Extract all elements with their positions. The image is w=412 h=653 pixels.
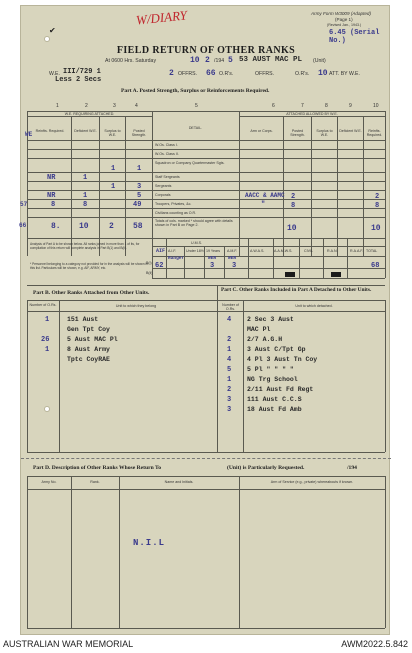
part-c-col-number: Number of O.Rs.	[222, 303, 239, 311]
part-b-unit: Tptc CoyRAE	[67, 356, 110, 363]
we-mark: WE	[25, 131, 33, 138]
part-c-number: 5	[227, 366, 232, 374]
part-c-number: 2	[227, 336, 232, 344]
total-value: 58	[133, 222, 143, 231]
part-d-title: Part D. Description of Other Ranks Whose Return To	[33, 465, 161, 471]
form-sheet	[20, 5, 390, 635]
analysis-entry: 3	[210, 262, 215, 270]
analysis-row-label: B(i)	[146, 261, 152, 265]
archive-footer	[0, 636, 412, 653]
part-c-unit: 5 Pl " " " "	[247, 366, 294, 373]
analysis-col-header: A.W.A.S.	[250, 249, 265, 253]
analysis-entry: AIF	[156, 248, 166, 254]
part-d-title-end: /194	[347, 465, 357, 471]
col-header-arm: Arm or Corps.	[250, 129, 273, 133]
cell-value: 8	[291, 202, 296, 210]
page-number: (Page 1)	[335, 17, 353, 22]
part-c-unit: MAC Pl	[247, 326, 271, 333]
cell-value: 3	[137, 183, 142, 191]
part-b-number: 26	[41, 336, 50, 344]
col-header-reinfts: Reinfts. Required.	[35, 129, 65, 133]
redaction-block	[331, 272, 341, 277]
date-year-label: /194	[214, 58, 225, 64]
row-detail: Totals of cols. marked * should agree with details shown in Part B on Page 2.	[155, 219, 233, 227]
col-number-6: 6	[272, 103, 275, 109]
detail-header: DETAIL.	[188, 126, 203, 130]
total-value: 2	[109, 222, 114, 231]
revised-date: (Revised Jan., 1943.)	[327, 23, 362, 27]
perforation-line	[21, 458, 391, 459]
col-number-9: 9	[349, 103, 352, 109]
col-header-reinfts-r: Reinfts. Required.	[366, 129, 383, 137]
col-header-posted-r: Posted Strength.	[290, 129, 305, 137]
ors-label-2: O.R's.	[295, 71, 310, 77]
analysis-entry: WER	[228, 256, 237, 261]
cell-value: 1	[111, 183, 116, 191]
ors-label-1: O.R's.	[219, 71, 234, 77]
analysis-note-2: * Personnel belonging to a category not provided for in the analysis will be shown in this list. Particulars will be shown, e.g. AIF, ARMY, etc.	[30, 262, 148, 270]
col-number-10: 10	[373, 103, 379, 109]
part-b-unit: 8 Aust Army	[67, 346, 110, 353]
analysis-col-header: CIVIL	[304, 249, 313, 253]
cell-value: 2	[375, 193, 380, 201]
row-detail: Civilians counting as O.R.	[155, 211, 197, 215]
cell-value: 8	[51, 201, 56, 209]
total-value: 10	[79, 222, 89, 231]
cell-value: NR	[47, 174, 56, 182]
right-group-header: ATTACHED ALLOWED BY W.E.	[286, 112, 338, 116]
part-c-number: 4	[227, 316, 232, 324]
cell-value: 5	[137, 192, 142, 200]
analysis-col-header: 19 Years	[206, 249, 220, 253]
analysis-entry: WER	[208, 256, 217, 261]
analysis-col-header: TOTAL	[366, 249, 378, 253]
margin-number: 66	[19, 222, 27, 229]
analysis-total: 68	[371, 262, 380, 270]
row-detail: Sergeants	[155, 184, 172, 188]
ums-header: U.M.S.	[191, 241, 202, 245]
part-d-col-rank: Rank.	[90, 480, 100, 484]
serial-number: 6.45 (Serial No.)	[329, 29, 380, 45]
part-b-unit: 5 Aust MAC Pl	[67, 336, 118, 343]
at-line-label: At 0600 Hrs. Saturday	[105, 58, 157, 64]
part-c-unit: 3 Aust C/Tpt Gp	[247, 346, 306, 353]
form-id: Army Form W3009 (Adapted)	[311, 11, 371, 16]
part-c-title: Part C. Other Ranks Included in Part A Detached to Other Units.	[221, 287, 372, 293]
col-header-deficient-r: Deficient W.E.	[339, 129, 362, 133]
analysis-entry: 3	[232, 262, 237, 270]
part-c-unit: 2/11 Aust Fd Regt	[247, 386, 314, 393]
part-d-title-mid: (Unit) is Particularly Requested.	[227, 465, 305, 471]
we-value: III/729 1	[63, 68, 101, 76]
date-day: 10	[190, 56, 200, 65]
part-c-unit: 2 Sec 3 Aust	[247, 316, 294, 323]
diary-stamp: W/DIARY	[135, 7, 188, 28]
cell-value: 49	[133, 201, 142, 209]
row-detail: W.Os. Class II.	[155, 152, 179, 156]
part-a-title: Part A. Posted Strength, Surplus or Reinforcements Required.	[121, 88, 270, 94]
cell-value: 2	[291, 193, 296, 201]
we-label: W.E.	[49, 71, 60, 77]
cell-value: 1	[111, 165, 116, 173]
date-month: 2	[205, 56, 210, 65]
analysis-col-header: A.I.F.	[168, 249, 177, 253]
part-c-number: 1	[227, 346, 232, 354]
tick-mark: ✔	[49, 26, 56, 35]
part-d-col-name: Name and Initials.	[164, 480, 194, 484]
part-c-unit: 4 Pl 3 Aust Tn Coy	[247, 356, 318, 363]
part-b-title: Part B. Other Ranks Attached from Other Units.	[33, 290, 150, 296]
total-value: 10	[287, 224, 297, 233]
part-b-number: 1	[45, 346, 50, 354]
analysis-col-header: A.M.F.	[227, 249, 238, 253]
analysis-entry: Ranger	[168, 256, 185, 261]
unit-name: 53 AUST MAC PL	[239, 56, 303, 64]
part-b-unit: Gen Tpt Coy	[67, 326, 110, 333]
analysis-note: Analysis of Part A to be shown below. All ranks joined in more than 1 of its, for compilation of this return will complete analysis in Part B(1) and B(ii).	[30, 242, 140, 250]
part-d-col-army-no: Army No.	[41, 480, 57, 484]
part-c-col-unit: Unit to which detached.	[295, 304, 333, 308]
analysis-col-header: R.A.A.F.	[350, 249, 364, 253]
row-detail: Staff Sergeants	[155, 175, 180, 179]
offrs-label-1: OFFRS.	[178, 71, 198, 77]
analysis-entry: 62	[155, 262, 164, 270]
att-label: ATT. BY W.E.	[329, 71, 360, 77]
footer-institution: AUSTRALIAN WAR MEMORIAL	[3, 639, 134, 649]
part-d-col-whereabouts: Arm of Service (e.g., private) whereabouts if known.	[270, 480, 354, 484]
col-header-posted: Posted Strength.	[131, 129, 147, 137]
part-c-number: 3	[227, 396, 232, 404]
cell-value: 8	[375, 202, 380, 210]
col-header-surplus-r: Surplus to W.E.	[316, 129, 333, 137]
col-header-deficient: Deficient W.E.	[74, 129, 97, 133]
part-c-number: 3	[227, 406, 232, 414]
col-number-5: 5	[195, 103, 198, 109]
footer-reference: AWM2022.5.842	[341, 639, 408, 649]
cell-value: 1	[137, 165, 142, 173]
part-b-number: 1	[45, 316, 50, 324]
analysis-col-header: Under 18½	[186, 249, 204, 253]
col-number-4: 4	[135, 103, 138, 109]
redaction-block	[285, 272, 295, 277]
total-value: 10	[371, 224, 381, 233]
analysis-row-label: B(ii)	[146, 271, 153, 275]
cell-value: 8	[83, 201, 88, 209]
cell-value: 1	[83, 192, 88, 200]
analysis-col-header: A.A.M.W.S.	[274, 249, 293, 253]
row-detail: Corporals	[155, 193, 171, 197]
part-c-number: 4	[227, 356, 232, 364]
cell-value: NR	[47, 192, 56, 200]
we-less: Less 2 Secs	[55, 76, 102, 84]
col-number-7: 7	[301, 103, 304, 109]
offrs-value-1: 2	[169, 69, 174, 78]
col-header-surplus: Surplus to W.E.	[104, 129, 121, 137]
punch-hole	[44, 406, 50, 412]
part-b-col-number: Number of O.Rs.	[29, 303, 57, 307]
left-group-header: W.E. REQUIRING ATTACHED.	[64, 112, 115, 116]
part-b-unit: 151 Aust	[67, 316, 99, 323]
col-number-1: 1	[56, 103, 59, 109]
part-c-unit: NG Trg School	[247, 376, 298, 383]
part-c-number: 1	[227, 376, 232, 384]
col-number-3: 3	[113, 103, 116, 109]
part-b-col-unit: Unit to which they belong	[115, 304, 157, 308]
cell-arm: "	[261, 201, 266, 209]
part-c-unit: 111 Aust C.C.S	[247, 396, 302, 403]
margin-number: 57	[20, 201, 28, 208]
part-d-nil-entry: N.I.L	[133, 538, 166, 548]
offrs-label-2: OFFRS.	[255, 71, 275, 77]
row-detail: Troopers, Privates, &c.	[155, 202, 192, 206]
date-year-digit: 5	[228, 56, 233, 65]
col-number-2: 2	[85, 103, 88, 109]
analysis-col-header: R.A.N.	[327, 249, 338, 253]
punch-hole	[44, 36, 50, 42]
cell-value: 1	[83, 174, 88, 182]
form-title: FIELD RETURN OF OTHER RANKS	[116, 45, 296, 56]
part-c-number: 2	[227, 386, 232, 394]
part-c-unit: 18 Aust Fd Amb	[247, 406, 302, 413]
total-value: 8.	[51, 222, 61, 231]
ors-value-2: 10	[318, 69, 328, 78]
ors-value-1: 66	[206, 69, 216, 78]
cell-arm: AACC & AAMC	[245, 192, 285, 199]
row-detail: W.Os. Class I.	[155, 143, 178, 147]
part-c-unit: 2/7 A.G.H	[247, 336, 283, 343]
col-number-8: 8	[325, 103, 328, 109]
unit-label: (Unit)	[313, 58, 326, 64]
row-detail: Squadron or Company Quartermaster Sgts.	[155, 161, 225, 165]
